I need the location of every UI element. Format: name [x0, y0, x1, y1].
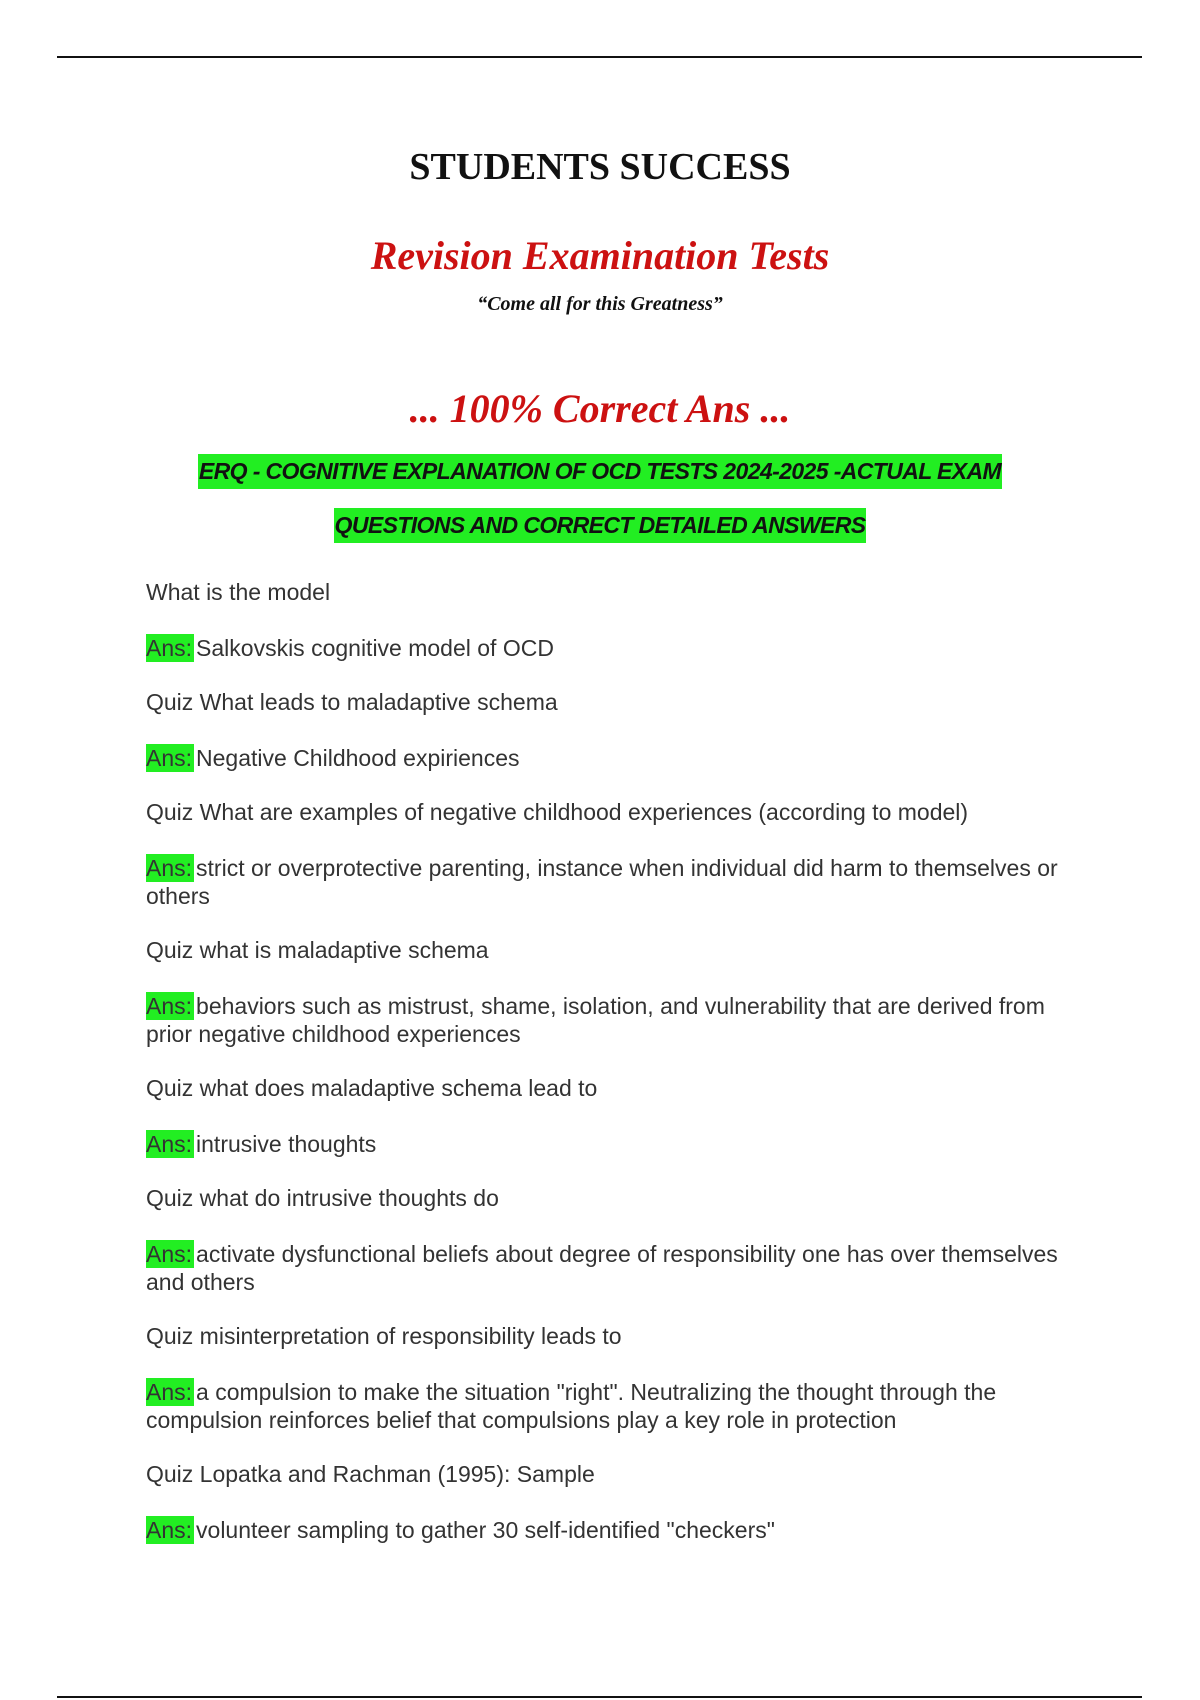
answer [146, 1240, 1066, 1296]
answer-text: strict or overprotective parenting, instance when individual did harm to themselves or others [146, 855, 1058, 909]
qa-item [146, 688, 1066, 772]
answer-label: Ans: [146, 993, 193, 1019]
promo-banner: ... 100% Correct Ans ... [409, 386, 791, 431]
answer-label: Ans: [146, 1517, 193, 1543]
qa-item [146, 1184, 1066, 1296]
answer-label: Ans: [146, 745, 193, 771]
answer-text: Salkovskis cognitive model of OCD [196, 635, 554, 661]
answer-text: volunteer sampling to gather 30 self-identified "checkers" [196, 1517, 775, 1543]
tagline: “Come all for this Greatness” [477, 293, 723, 315]
answer-text: a compulsion to make the situation "right". Neutralizing the thought through the compulsion reinforces belief that compulsions play a key role in protection [146, 1379, 997, 1433]
answer-label: Ans: [146, 635, 193, 661]
question-text: Quiz What are examples of negative childhood experiences (according to model) [146, 799, 969, 825]
subtitle: Revision Examination Tests [370, 233, 830, 278]
qa-list [146, 578, 1066, 1570]
top-rule [57, 56, 1142, 58]
answer [146, 992, 1066, 1048]
bottom-rule [57, 1696, 1142, 1698]
question-text: What is the model [146, 579, 331, 605]
answer [146, 634, 1066, 662]
answer [146, 1516, 1066, 1544]
qa-item [146, 936, 1066, 1048]
document-title-line-2-text: QUESTIONS AND CORRECT DETAILED ANSWERS [334, 508, 867, 543]
answer [146, 744, 1066, 772]
document-title-line-1-text: ERQ - COGNITIVE EXPLANATION OF OCD TESTS 2024-2025 -ACTUAL EXAM [198, 454, 1002, 489]
qa-item [146, 1322, 1066, 1434]
document-title-line-2 [0, 512, 1200, 539]
question-text: Quiz what does maladaptive schema lead to [146, 1075, 598, 1101]
qa-item [146, 1074, 1066, 1158]
answer-label: Ans: [146, 1379, 193, 1405]
question-text: Quiz misinterpretation of responsibility leads to [146, 1323, 622, 1349]
question-text: Quiz Lopatka and Rachman (1995): Sample [146, 1461, 595, 1487]
answer-label: Ans: [146, 855, 193, 881]
qa-item [146, 1460, 1066, 1544]
question-text: Quiz What leads to maladaptive schema [146, 689, 558, 715]
answer [146, 1378, 1066, 1434]
question-text: Quiz what do intrusive thoughts do [146, 1185, 499, 1211]
qa-item [146, 578, 1066, 662]
answer-text: activate dysfunctional beliefs about degree of responsibility one has over themselves and others [146, 1241, 1058, 1295]
answer-text: behaviors such as mistrust, shame, isolation, and vulnerability that are derived from prior negative childhood experiences [146, 993, 1045, 1047]
qa-item [146, 798, 1066, 910]
answer-label: Ans: [146, 1241, 193, 1267]
answer [146, 854, 1066, 910]
question-text: Quiz what is maladaptive schema [146, 937, 489, 963]
answer-label: Ans: [146, 1131, 193, 1157]
answer [146, 1130, 1066, 1158]
answer-text: intrusive thoughts [196, 1131, 377, 1157]
document-title-line-1 [0, 458, 1200, 485]
brand-title: STUDENTS SUCCESS [409, 146, 791, 188]
answer-text: Negative Childhood expiriences [196, 745, 520, 771]
